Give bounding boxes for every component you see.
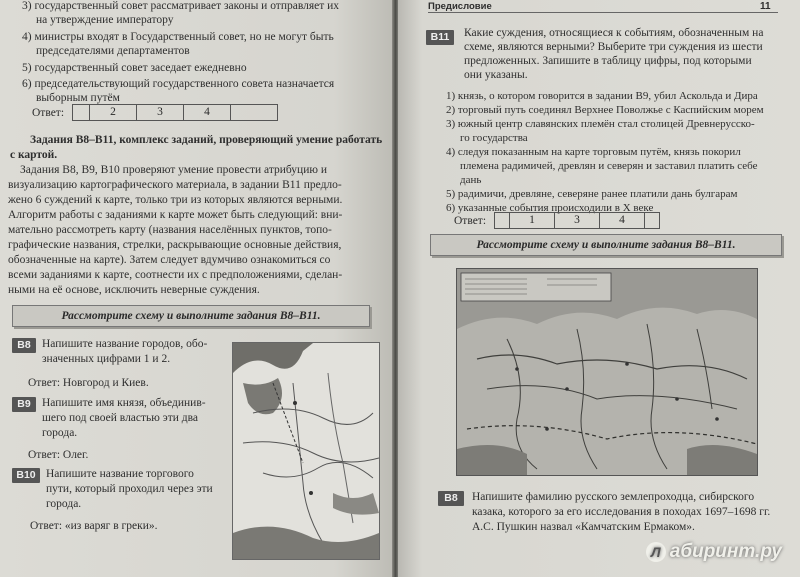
answer-cell bbox=[644, 213, 659, 228]
option-item: дань bbox=[460, 174, 482, 186]
question-text: значенных цифрами 1 и 2. bbox=[42, 353, 171, 365]
question-text: А.С. Пушкин назвал «Камчатским Ермаком». bbox=[472, 521, 695, 533]
instruction-banner: Рассмотрите схему и выполните задания В8–В11. bbox=[12, 305, 370, 327]
option-item: 2) торговый путь соединял Верхнее Поволжье с Каспийским морем bbox=[446, 104, 764, 116]
list-item: 6) председательствующий государственного совета назначается bbox=[22, 78, 335, 90]
question-label-b11: B11 bbox=[426, 30, 454, 45]
question-text: Напишите название городов, обо- bbox=[42, 338, 208, 350]
question-text: они указаны. bbox=[464, 69, 528, 81]
watermark-text: абиринт.ру bbox=[669, 541, 782, 562]
question-text: шего под своей властью эти два bbox=[42, 412, 198, 424]
question-text: Какие суждения, относящиеся к событиям, обозначенным на bbox=[464, 27, 764, 39]
question-label-b9: B9 bbox=[12, 397, 36, 412]
question-text: пути, который проходил через эти bbox=[46, 483, 213, 495]
question-text: казака, которого за его исследования в походах 1697–1698 гг. bbox=[472, 506, 771, 518]
paragraph-line: жено 6 суждений к карте, только три из которых являются верными. bbox=[8, 194, 343, 206]
paragraph-line: всеми заданиями к карте, соотнести их с предположениями, сделан- bbox=[8, 269, 343, 281]
answer-table bbox=[494, 212, 660, 229]
list-item: 3) государственный совет рассматривает законы и отправляет их bbox=[22, 0, 340, 12]
option-item: го государства bbox=[460, 132, 528, 144]
answer-cell: 1 bbox=[509, 213, 554, 228]
answer-table bbox=[72, 104, 278, 121]
right-page bbox=[398, 0, 800, 577]
answer-cell bbox=[230, 105, 277, 120]
answer-row bbox=[454, 212, 660, 229]
answer-cell: 3 bbox=[554, 213, 599, 228]
historical-map bbox=[456, 268, 758, 476]
paragraph-line: ными на её основе, исключить неверные суждения. bbox=[8, 284, 260, 296]
question-answer: Ответ: Новгород и Киев. bbox=[28, 377, 149, 389]
question-text: схеме, являются верными? Выберите три суждения из шести bbox=[464, 41, 763, 53]
answer-cell bbox=[495, 213, 509, 228]
left-page bbox=[0, 0, 393, 577]
list-item: председателями департаментов bbox=[36, 45, 190, 57]
paragraph-line: визуализацию картографического материала, в задании В11 предло- bbox=[8, 179, 342, 191]
watermark bbox=[646, 541, 782, 563]
paragraph-line: Задания В8, В9, В10 проверяют умение провести атрибуцию и bbox=[20, 164, 327, 176]
option-item: 5) радимичи, древляне, северяне ранее платили дань булгарам bbox=[446, 188, 738, 200]
running-header: Предисловие bbox=[428, 1, 492, 12]
question-text: города. bbox=[42, 427, 78, 439]
option-item: 1) князь, о котором говорится в задании В9, убил Аскольда и Дира bbox=[446, 90, 758, 102]
answer-cell bbox=[73, 105, 89, 120]
list-item: 5) государственный совет заседает ежедневно bbox=[22, 62, 247, 74]
paragraph-line: мательно рассмотреть карту (названия населённых пунктов, топо- bbox=[8, 224, 332, 236]
instruction-banner: Рассмотрите схему и выполните задания В8–В11. bbox=[430, 234, 782, 256]
paragraph-line: обозначенные на карте). Затем следует вдумчиво ознакомиться со bbox=[8, 254, 331, 266]
question-answer: Ответ: «из варяг в греки». bbox=[30, 520, 158, 532]
answer-label: Ответ: bbox=[32, 106, 65, 119]
question-text: Напишите название торгового bbox=[46, 468, 194, 480]
question-text: Напишите имя князя, объединив- bbox=[42, 397, 206, 409]
option-item: племена радимичей, древлян и северян и заставил платить себе bbox=[460, 160, 758, 172]
watermark-logo-icon: Л bbox=[646, 542, 666, 562]
option-item: 3) южный центр славянских племён стал столицей Древнерусско- bbox=[446, 118, 755, 130]
outline-map bbox=[232, 342, 380, 560]
question-answer: Ответ: Олег. bbox=[28, 449, 89, 461]
answer-cell: 3 bbox=[136, 105, 183, 120]
list-item: выборным путём bbox=[36, 92, 120, 104]
paragraph-line: графические названия, стрелки, раскрывающие основные действия, bbox=[8, 239, 342, 251]
option-item: 6) указанные события происходили в X веке bbox=[446, 202, 654, 214]
question-text: города. bbox=[46, 498, 82, 510]
answer-cell: 4 bbox=[599, 213, 644, 228]
question-text: Напишите фамилию русского землепроходца, сибирского bbox=[472, 491, 755, 503]
question-label-b8-right: B8 bbox=[438, 491, 464, 506]
answer-row bbox=[32, 104, 278, 121]
option-item: 4) следуя показанным на карте торговым путём, князь покорил bbox=[446, 146, 741, 158]
answer-cell: 4 bbox=[183, 105, 230, 120]
question-label-b8: B8 bbox=[12, 338, 36, 353]
historical-map-drawing bbox=[457, 269, 757, 475]
list-item: 4) министры входят в Государственный совет, но не могут быть bbox=[22, 31, 334, 43]
section-heading: с картой. bbox=[10, 149, 58, 161]
list-item: на утверждение императору bbox=[36, 14, 174, 26]
question-text: предложенных. Запишите в таблицу цифры, под которыми bbox=[464, 55, 752, 67]
answer-label: Ответ: bbox=[454, 214, 487, 227]
page-number: 11 bbox=[760, 1, 771, 12]
answer-cell: 2 bbox=[89, 105, 136, 120]
outline-map-drawing bbox=[233, 343, 379, 559]
paragraph-line: Алгоритм работы с заданиями к карте может быть следующий: вни- bbox=[8, 209, 343, 221]
section-heading: Задания В8–В11, комплекс заданий, проверяющий умение работать bbox=[30, 134, 383, 146]
question-label-b10: B10 bbox=[12, 468, 40, 483]
